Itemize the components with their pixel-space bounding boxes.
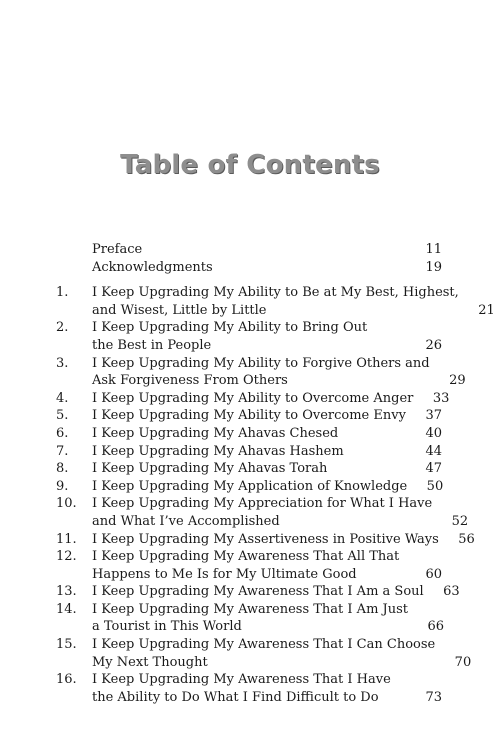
chapter-title [92,284,459,319]
toc-entry[interactable] [56,583,460,601]
toc-entry[interactable] [56,495,469,530]
chapter-title-line: and Wisest, Little by Little [92,302,267,318]
page-number: 26 [425,337,442,353]
chapter-title-line: I Keep Upgrading My Ahavas Hashem [92,443,344,459]
page-number: 33 [432,390,450,406]
toc-entry[interactable] [56,531,475,549]
chapter-title-line: and What I’ve Accomplished [92,513,280,529]
toc-entry[interactable] [56,259,442,277]
chapter-number: 8. [56,461,69,477]
toc-entry[interactable] [56,390,450,408]
page-number: 50 [426,478,444,494]
chapter-title-line: My Next Thought [92,654,208,670]
chapter-title-line: Acknowledgments [92,259,213,275]
chapter-number: 1. [56,285,69,301]
toc-entry[interactable] [56,407,442,425]
toc-entry[interactable] [56,241,442,259]
toc-entry[interactable] [56,478,442,496]
page-number: 56 [458,531,475,547]
chapter-title-line: I Keep Upgrading My Appreciation for What I Have [92,496,433,512]
page-number: 44 [425,443,442,459]
toc-entry[interactable] [56,425,442,443]
chapter-title [92,460,406,478]
toc-entry[interactable] [56,671,442,706]
chapter-title-line: I Keep Upgrading My Awareness That All That [92,549,400,565]
page-number: 11 [425,242,442,257]
chapter-number: 14. [56,601,77,617]
chapter-number: 6. [56,425,69,441]
chapter-title [92,319,406,354]
table-of-contents [56,241,495,706]
chapter-title-line: the Ability to Do What I Find Difficult to Do [92,689,379,705]
chapter-title-line: I Keep Upgrading My Ability to Forgive Others and [92,355,430,371]
page-number: 29 [449,373,466,389]
chapter-number: 3. [56,355,69,371]
chapter-title [92,671,406,706]
page-number: 70 [454,654,472,670]
toc-entry[interactable] [56,548,442,583]
page-number: 47 [425,461,442,477]
chapter-title-line: I Keep Upgrading My Awareness That I Have [92,672,391,688]
chapter-number: 4. [56,390,69,406]
chapter-title-line: I Keep Upgrading My Ability to Overcome Envy [92,408,406,424]
chapter-number: 15. [56,637,77,653]
chapter-title-line: I Keep Upgrading My Ahavas Chesed [92,425,339,441]
chapter-number: 12. [56,549,77,565]
chapter-title-line: the Best in People [92,337,212,353]
chapter-title-line: I Keep Upgrading My Ability to Be at My Best, Highest, [92,285,459,301]
chapter-title-line: I Keep Upgrading My Awareness That I Can Choose [92,637,436,653]
toc-entry[interactable] [56,284,495,319]
chapter-number: 16. [56,672,77,688]
chapter-number: 2. [56,320,69,336]
chapter-title [92,636,435,671]
page-number: 60 [425,566,442,582]
chapter-title-line: a Tourist in This World [92,619,242,635]
toc-entry[interactable] [56,443,442,461]
chapter-number: 5. [56,408,69,424]
chapter-title-line: Happens to Me Is for My Ultimate Good [92,566,357,582]
chapter-title [92,259,406,277]
chapter-title [92,531,439,549]
chapter-title [92,478,407,496]
chapter-title [92,390,413,408]
chapter-title-line: I Keep Upgrading My Ability to Overcome Anger [92,390,414,406]
chapter-title [92,548,406,583]
chapter-title-line: I Keep Upgrading My Awareness That I Am Just [92,601,409,617]
page-number: 37 [425,408,442,424]
chapter-number: 11. [56,531,77,547]
chapter-title [92,241,406,259]
toc-entry[interactable] [56,319,442,354]
page-number: 66 [427,619,445,635]
chapter-number: 13. [56,584,77,600]
chapter-number: 7. [56,443,69,459]
section-gap [56,276,442,284]
toc-entry[interactable] [56,601,445,636]
chapter-title [92,601,408,636]
chapter-title [92,443,406,461]
toc-entry[interactable] [56,636,472,671]
chapter-title [92,495,432,530]
chapter-title-line: Preface [92,242,143,257]
page-title: Table of Contents [120,150,380,180]
chapter-title-line: I Keep Upgrading My Application of Knowledge [92,478,408,494]
chapter-title-line: I Keep Upgrading My Ahavas Torah [92,461,328,477]
page-number: 21 [478,302,495,318]
page-number: 63 [443,584,460,600]
chapter-title [92,407,406,425]
chapter-title [92,355,430,390]
chapter-title [92,425,406,443]
chapter-number: 10. [56,496,77,512]
chapter-title-line: I Keep Upgrading My Assertiveness in Positive Ways [92,531,439,547]
chapter-number: 9. [56,478,69,494]
chapter-title-line: I Keep Upgrading My Ability to Bring Out [92,320,368,336]
page-number: 40 [425,425,442,441]
toc-entry[interactable] [56,460,442,478]
page-number: 73 [425,689,442,705]
page-number: 19 [425,259,442,275]
chapter-title-line: I Keep Upgrading My Awareness That I Am a Soul [92,584,424,600]
toc-entry[interactable] [56,355,466,390]
page-number: 52 [451,513,469,529]
chapter-title-line: Ask Forgiveness From Others [92,373,288,389]
chapter-title [92,583,424,601]
